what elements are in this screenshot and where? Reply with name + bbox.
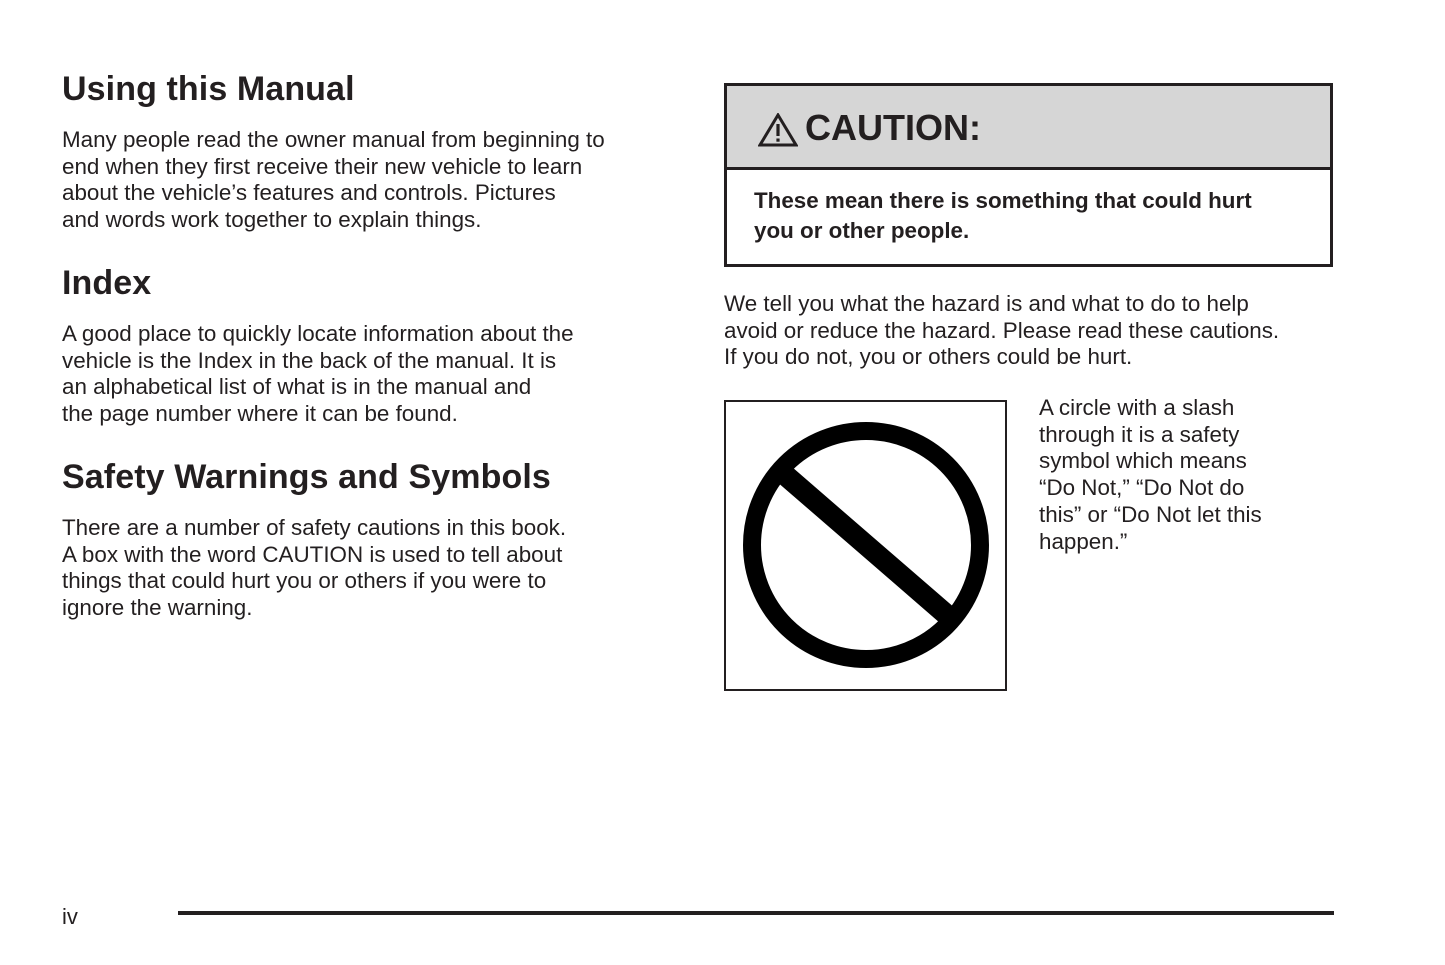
- caution-text: These mean there is something that could hurt you or other people.: [754, 188, 1252, 243]
- heading-using-this-manual: Using this Manual: [62, 70, 355, 108]
- heading-safety-warnings: Safety Warnings and Symbols: [62, 458, 551, 496]
- paragraph-hazard: We tell you what the hazard is and what to do to help avoid or reduce the hazard. Please read these cautions. If you do not, you or others could be hurt.: [724, 291, 1280, 370]
- caution-title: CAUTION:: [805, 107, 981, 148]
- warning-triangle-icon: [758, 113, 798, 147]
- do-not-symbol-box: [724, 400, 1007, 691]
- heading-index: Index: [62, 264, 152, 302]
- caution-header: [727, 86, 1330, 170]
- paragraph-index: A good place to quickly locate information about the vehicle is the Index in the back of the manual. It is an alphabetical list of what is in the manual and the page number where it can be found.: [62, 321, 574, 427]
- caution-box: [724, 83, 1333, 267]
- footer-rule: [178, 911, 1334, 915]
- paragraph-safety-warnings: There are a number of safety cautions in this book. A box with the word CAUTION is used to tell about things that could hurt you or others if you were to ignore the warning.: [62, 515, 567, 621]
- paragraph-using-this-manual: Many people read the owner manual from beginning to end when they first receive their new vehicle to learn about the vehicle’s features and controls. Pictures and words work together to explain things.: [62, 127, 605, 233]
- do-not-circle-slash-icon: [726, 402, 1005, 689]
- paragraph-symbol-description: A circle with a slash through it is a safety symbol which means “Do Not,” “Do Not do this” or “Do Not let this happen.”: [1039, 395, 1262, 554]
- page-number: iv: [62, 904, 78, 929]
